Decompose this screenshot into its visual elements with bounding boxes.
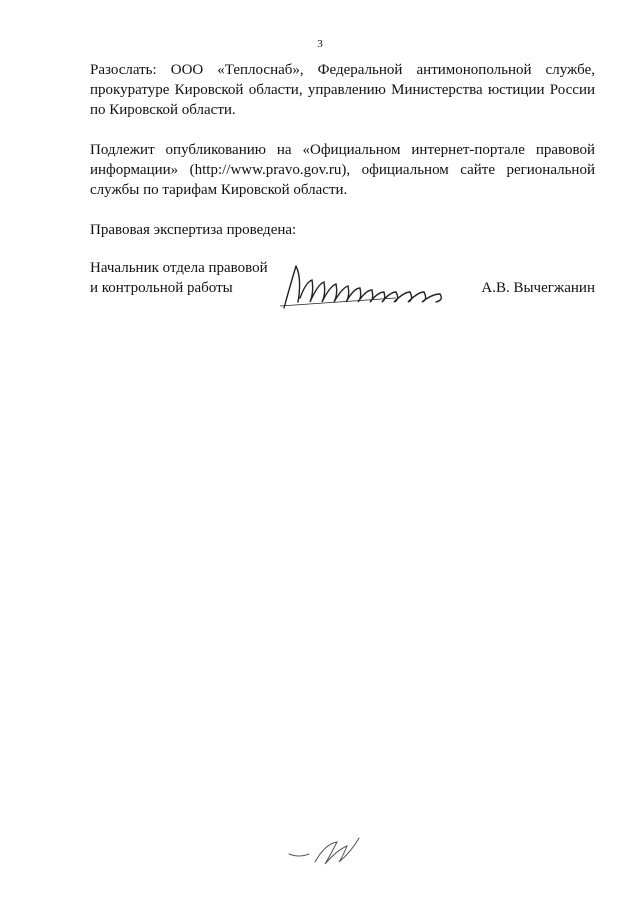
- distribution-paragraph: [90, 60, 595, 120]
- signature-block: [90, 258, 595, 308]
- page-number: 3: [317, 38, 323, 50]
- publication-paragraph: [90, 140, 595, 200]
- handwritten-signature: [276, 258, 466, 313]
- signatory-position-line: Начальник отдела правовой: [90, 260, 268, 276]
- expertise-paragraph: [90, 220, 595, 240]
- distribution-line: прокуратуре Кировской области, управлению Министерства юстиции России: [90, 82, 595, 98]
- signatory-position: [90, 258, 268, 298]
- signatory-name: А.В. Вычегжанин: [481, 280, 595, 296]
- initials-mark: [285, 832, 365, 872]
- publication-line: информации» (http://www.pravo.gov.ru), официальном сайте региональной: [90, 162, 595, 178]
- signatory-position-line: и контрольной работы: [90, 280, 233, 296]
- publication-line: службы по тарифам Кировской области.: [90, 182, 348, 198]
- distribution-line: Разослать: ООО «Теплоснаб», Федеральной антимонопольной службе,: [90, 62, 595, 78]
- publication-line: Подлежит опубликованию на «Официальном интернет-портале правовой: [90, 142, 595, 158]
- distribution-line: по Кировской области.: [90, 102, 236, 118]
- expertise-text: Правовая экспертиза проведена:: [90, 222, 297, 238]
